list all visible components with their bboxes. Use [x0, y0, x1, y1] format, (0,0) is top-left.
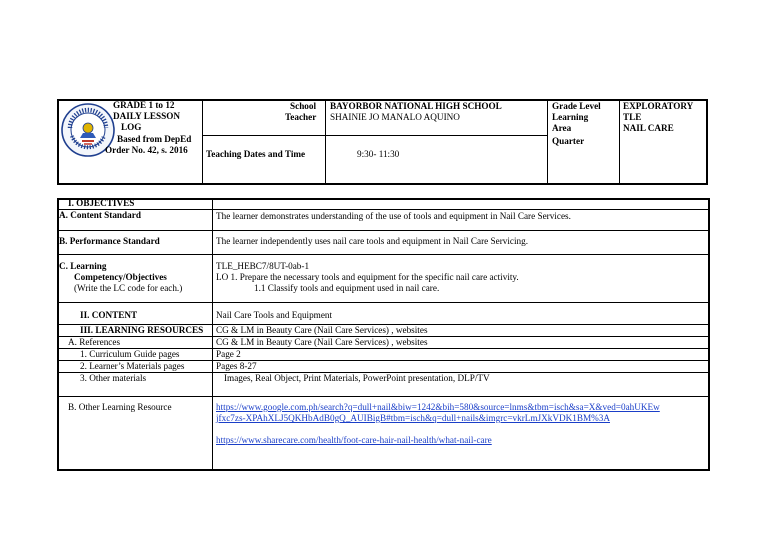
resource-link-2[interactable]: https://www.sharecare.com/health/foot-care-hair-nail-health/what-nail-care: [216, 435, 492, 445]
references-label: A. References: [68, 337, 121, 347]
header-divider: [619, 99, 620, 184]
lc-sub-objective: 1.1 Classify tools and equipment used in nail care.: [254, 283, 440, 293]
header-divider: [202, 135, 547, 136]
dll-title-line-2: DAILY LESSON: [113, 111, 180, 121]
references-value: CG & LM in Beauty Care (Nail Care Services) , websites: [216, 337, 428, 347]
header-divider: [547, 99, 548, 184]
row-divider: [58, 396, 708, 397]
other-learning-resource-label: B. Other Learning Resource: [68, 402, 172, 412]
learning-area-value-2: NAIL CARE: [623, 123, 674, 133]
grade-level-label: Grade Level: [552, 101, 601, 111]
other-materials-value: Images, Real Object, Print Materials, PowerPoint presentation, DLP/TV: [224, 373, 490, 383]
lc-code: TLE_HEBC7/8UT-0ab-1: [216, 261, 310, 271]
performance-standard-value: The learner independently uses nail care tools and equipment in Nail Care Servicing.: [216, 236, 529, 246]
lc-label-2: Competency/Objectives: [74, 272, 167, 282]
content-standard-label: A. Content Standard: [59, 210, 141, 220]
teacher-value: SHAINIE JO MANALO AQUINO: [330, 112, 460, 122]
dates-label: Teaching Dates and Time: [206, 149, 306, 159]
row-divider: [58, 209, 708, 210]
header-divider: [325, 99, 326, 184]
main-column-divider: [212, 198, 213, 470]
learning-area-label: Learning: [552, 112, 589, 122]
row-divider: [58, 230, 708, 231]
resources-heading: III. LEARNING RESOURCES: [80, 325, 204, 335]
content-standard-value: The learner demonstrates understanding of the use of tools and equipment in Nail Care Services.: [216, 211, 571, 221]
content-value: Nail Care Tools and Equipment: [216, 310, 333, 320]
resource-link-1-line-2[interactable]: jfxc7zs-XPAhXLJ5QKHbAdB0gQ_AUIBigB#tbm=isch&q=dull+nails&imgrc=vkrLmJXkVDK1BM%3A: [216, 413, 610, 423]
dll-title-line-5: Order No. 42, s. 2016: [105, 145, 188, 155]
lc-objective: LO 1. Prepare the necessary tools and equipment for the specific nail care activity.: [216, 272, 519, 282]
curriculum-guide-value: Page 2: [216, 349, 241, 359]
row-divider: [58, 254, 708, 255]
grade-level-value: EXPLORATORY: [623, 101, 694, 111]
main-bottom-border: [57, 469, 710, 471]
other-materials-label: 3. Other materials: [80, 373, 147, 383]
learners-materials-label: 2. Learner’s Materials pages: [80, 361, 185, 371]
performance-standard-label: B. Performance Standard: [59, 236, 160, 246]
main-right-border: [708, 198, 710, 471]
resources-heading-value: CG & LM in Beauty Care (Nail Care Services) , websites: [216, 325, 428, 335]
dll-title-line-4: Based from DepEd: [117, 134, 192, 144]
school-label: School: [290, 101, 317, 111]
learners-materials-value: Pages 8-27: [216, 361, 257, 371]
lc-label-1: C. Learning: [59, 261, 107, 271]
main-top-border: [57, 198, 710, 200]
resource-link-1-line-1[interactable]: https://www.google.com.ph/search?q=dull+nail&biw=1242&bih=580&source=lnms&tbm=isch&sa=X&ved=0ahUKEw: [216, 402, 660, 412]
dll-title-line-3: LOG: [121, 122, 142, 132]
learning-area-value: TLE: [623, 112, 642, 122]
objectives-heading: I. OBJECTIVES: [68, 198, 135, 208]
content-label: II. CONTENT: [80, 310, 138, 320]
school-value: BAYORBOR NATIONAL HIGH SCHOOL: [330, 101, 502, 111]
header-right-border: [706, 99, 708, 185]
quarter-label: Quarter: [552, 136, 585, 146]
header-left-border: [57, 99, 59, 185]
header-divider: [202, 99, 203, 184]
curriculum-guide-label: 1. Curriculum Guide pages: [80, 349, 180, 359]
learning-area-label-2: Area: [552, 123, 572, 133]
row-divider: [58, 302, 708, 303]
dates-value: 9:30- 11:30: [357, 149, 400, 159]
teacher-label: Teacher: [285, 112, 317, 122]
dll-title-line-1: GRADE 1 to 12: [113, 100, 175, 110]
header-bottom-border: [57, 183, 708, 185]
lc-label-3: (Write the LC code for each.): [74, 283, 183, 293]
